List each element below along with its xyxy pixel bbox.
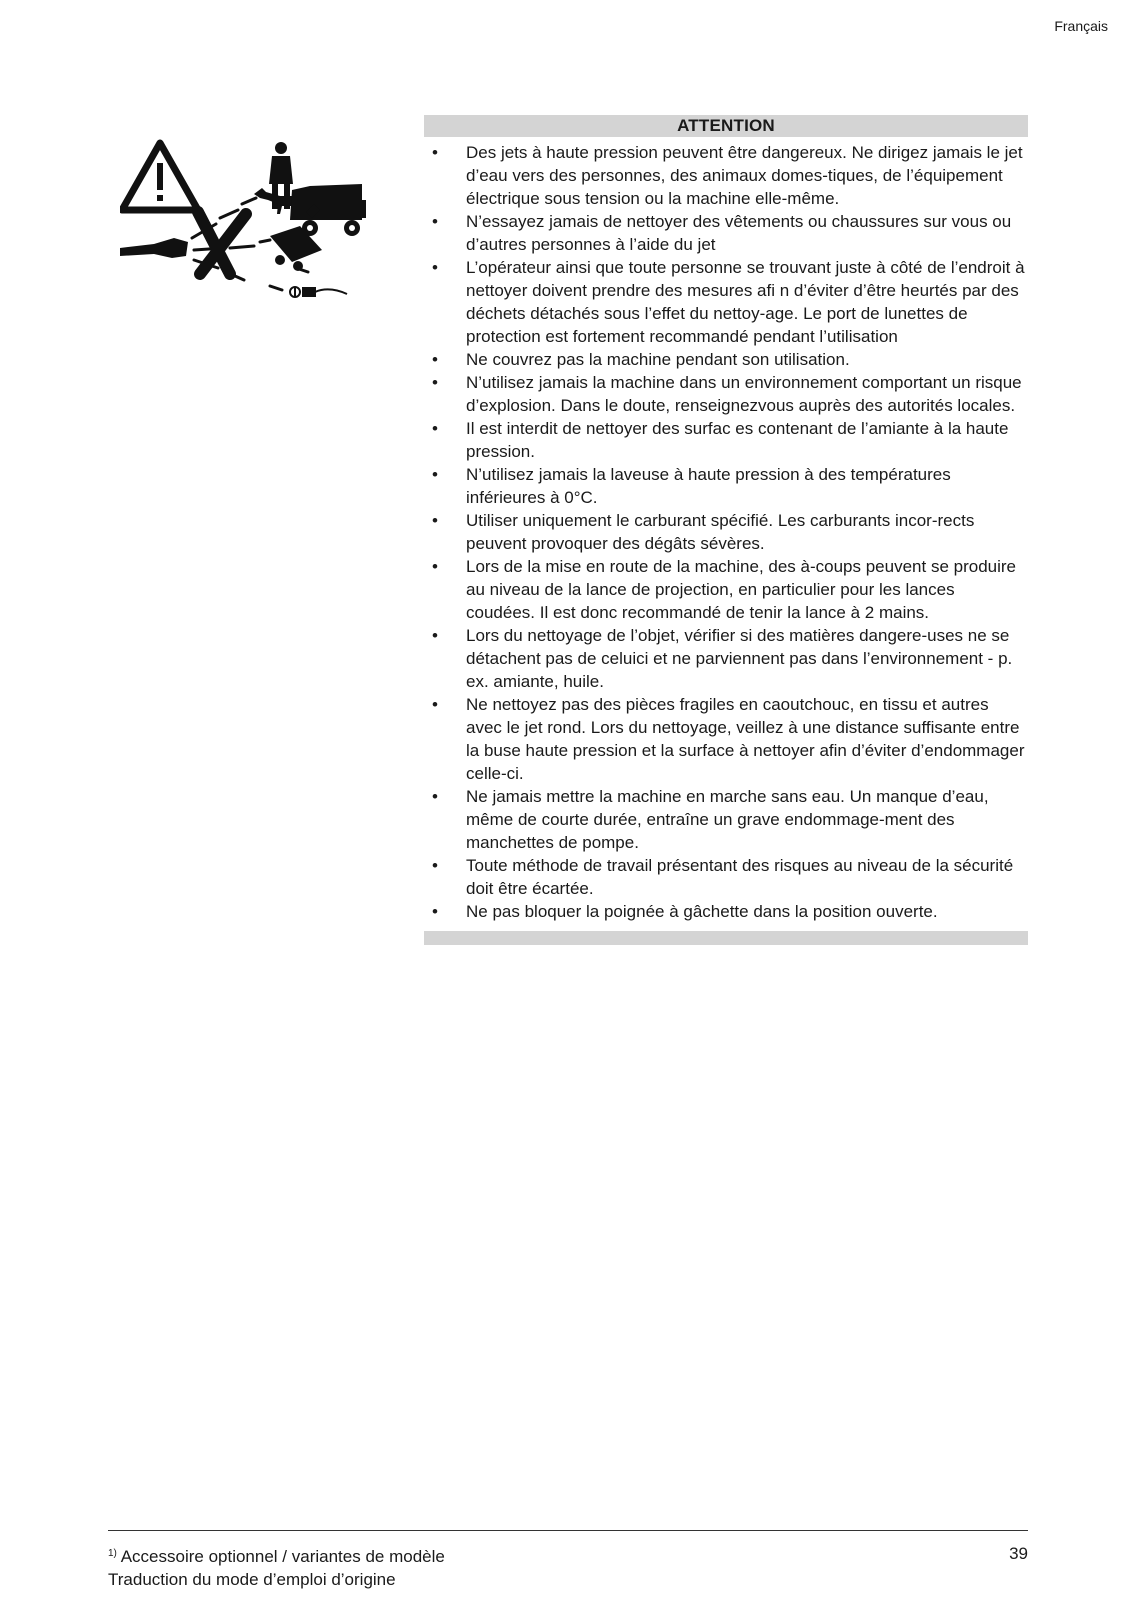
list-item: • Ne couvrez pas la machine pendant son utilisation. (432, 350, 850, 369)
list-item: • N’utilisez jamais la laveuse à haute pression à des températures inférieures à 0°C. (432, 465, 951, 507)
list-item: • Ne jamais mettre la machine en marche sans eau. Un manque d’eau, même de courte durée, entraîne un grave endommage-ment des manchettes de pompe. (432, 787, 989, 852)
list-item: • Des jets à haute pression peuvent être dangereux. Ne dirigez jamais le jet d’eau vers des personnes, des animaux domes-tiques, de l’équipement électrique sous tension ou la machine elle-même. (432, 143, 1023, 208)
bullet: • (432, 856, 438, 875)
safety-warning-illustration (120, 138, 382, 310)
list-item: • Ne pas bloquer la poignée à gâchette dans la position ouverte. (432, 902, 938, 921)
attention-title: ATTENTION (424, 115, 1028, 137)
list-item: • Utiliser uniquement le carburant spécifié. Les carburants incor-rects peuvent provoquer des dégâts sévères. (432, 511, 975, 553)
bullet: • (432, 787, 438, 806)
page-number: 39 (1009, 1544, 1028, 1563)
list-item: • Toute méthode de travail présentant des risques au niveau de la sécurité doit être écartée. (432, 856, 1014, 898)
bullet: • (432, 511, 438, 530)
list-item: • Ne nettoyez pas des pièces fragiles en caoutchouc, en tissu et autres avec le jet rond. Lors du nettoyage, veillez à une distance suffisante entre la buse haute pression et la surface à nettoyer afin d’éviter d’endommager celle-ci. (432, 695, 1025, 783)
attention-box (424, 115, 1028, 945)
footer-notes (108, 1542, 445, 1591)
bullet: • (432, 902, 438, 921)
footnote (108, 1542, 445, 1568)
bullet: • (432, 557, 438, 576)
attention-list (424, 137, 1028, 927)
bullet: • (432, 350, 438, 369)
list-item: • Il est interdit de nettoyer des surfac es contenant de l’amiante à la haute pression. (432, 419, 1009, 461)
footer-divider (108, 1530, 1028, 1531)
footnote-text: Accessoire optionnel / variantes de modèle (120, 1547, 445, 1566)
prohibition-cross-icon (198, 212, 246, 274)
electric-plug-icon (290, 287, 347, 297)
language-label: Français (1054, 18, 1108, 34)
spray-lance-icon (120, 238, 188, 258)
warning-triangle-icon (122, 143, 198, 210)
bullet: • (432, 465, 438, 484)
bullet: • (432, 626, 438, 645)
bullet: • (432, 258, 438, 277)
attention-bottom-bar (424, 931, 1028, 945)
footnote-mark: 1) (108, 1548, 117, 1559)
list-item: • N’utilisez jamais la machine dans un environnement comportant un risque d’explosion. Dans le doute, renseignezvous auprès des autorités locales. (432, 373, 1022, 415)
bullet: • (432, 695, 438, 714)
list-item: • Lors de la mise en route de la machine, des à-coups peuvent se produire au niveau de la lance de projection, en particulier pour les lances coudées. Il est donc recommandé de tenir la lance à 2 mains. (432, 557, 1016, 622)
document-subtitle: Traduction du mode d’emploi d’origine (108, 1570, 396, 1589)
list-item: • Lors du nettoyage de l’objet, vérifier si des matières dangere-uses ne se détachent pas de celuici et ne parviennent pas dans l’environnement - p. ex. amiante, huile. (432, 626, 1013, 691)
list-item: • L’opérateur ainsi que toute personne se trouvant juste à côté de l’endroit à nettoyer doivent prendre des mesures afi n d’éviter d’être heurtés par des déchets détachés sous l’effet du nettoy-age. Le port de lunettes de protection est fortement recommandé pendant l’utilisation (432, 258, 1025, 346)
list-item: • N’essayez jamais de nettoyer des vêtements ou chaussures sur vous ou d’autres personnes à l’aide du jet (432, 212, 1012, 254)
bullet: • (432, 212, 438, 231)
bullet: • (432, 373, 438, 392)
bullet: • (432, 143, 438, 162)
bullet: • (432, 419, 438, 438)
